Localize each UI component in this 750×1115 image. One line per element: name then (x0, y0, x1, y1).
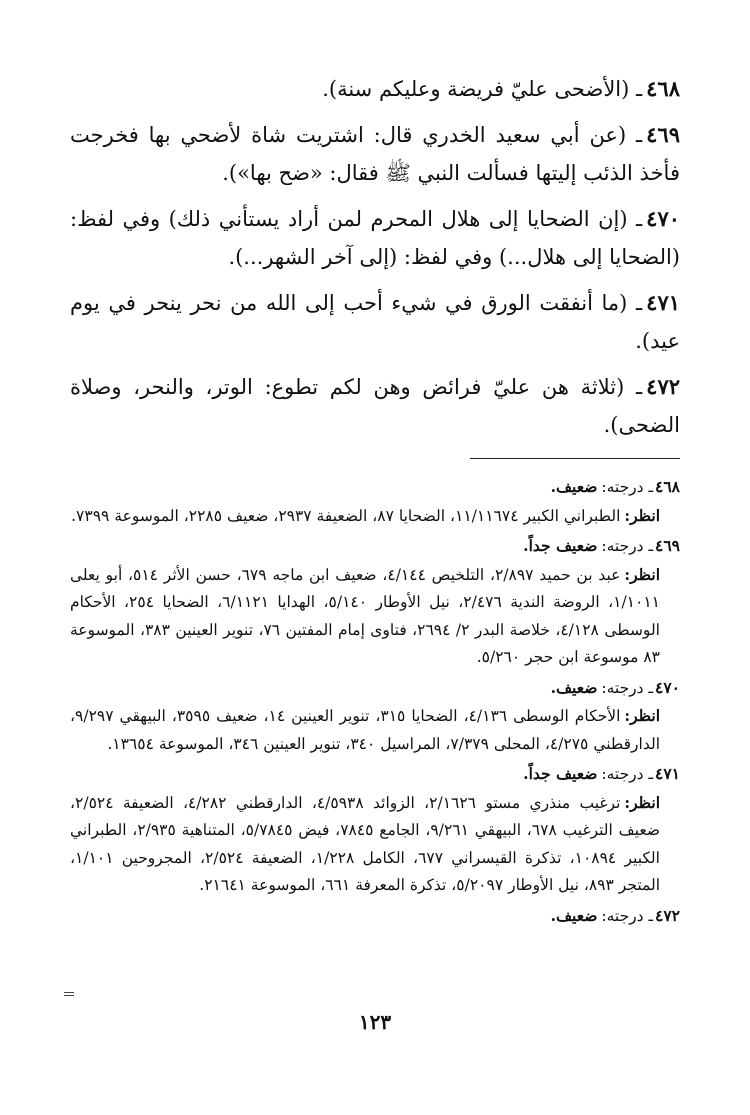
hadith-text: (عن أبي سعيد الخدري قال: اشتريت شاة لأضحي بها فخرجت فأخذ الذئب إليتها فسألت النبي ﷺ فقال: «ضح بها»). (70, 123, 680, 185)
hadith-entry (70, 116, 680, 192)
footnote-number: ٤٧٢ (655, 905, 680, 925)
hadith-number: ٤٧٠ (646, 206, 681, 231)
footnote-grade-line (70, 532, 680, 561)
see-label: انظر: (624, 706, 660, 725)
hadith-dash: ـ (627, 291, 643, 315)
hadith-entry (70, 368, 680, 444)
footnote-grade-line (70, 760, 680, 789)
hadith-dash: ـ (624, 375, 643, 399)
footnote-grade-line (70, 674, 680, 703)
footnote-dash: ـ (643, 765, 654, 783)
footnote-references (70, 502, 680, 531)
footnote-dash: ـ (643, 906, 654, 925)
grade-value: ضعيف. (550, 477, 598, 496)
grade-label: درجته: (601, 765, 644, 783)
footnote-number: ٤٦٨ (655, 477, 680, 496)
hadith-number: ٤٧١ (646, 290, 681, 315)
grade-value: ضعيف. (550, 677, 598, 697)
footnote-dash: ـ (643, 478, 654, 496)
hadith-dash: ـ (626, 123, 643, 147)
footnote-entry (70, 674, 680, 759)
footnote-dash: ـ (643, 678, 654, 697)
footnote-entry (70, 760, 680, 900)
hadith-entry (70, 70, 680, 108)
book-page (70, 70, 680, 1050)
footnote-entry (70, 473, 680, 530)
grade-label: درجته: (601, 478, 644, 496)
hadith-text: (ما أنفقت الورق في شيء أحب إلى الله من نحر ينحر في يوم عيد). (70, 291, 680, 353)
margin-mark (64, 992, 74, 996)
page-number: ١٢٣ (358, 1010, 392, 1034)
hadith-number: ٤٦٩ (646, 122, 680, 147)
grade-label: درجته: (601, 906, 644, 925)
footnotes (70, 473, 680, 930)
references-text: الأحكام الوسطى ٤/١٣٦، الضحايا ٣١٥، تنوير العينين ١٤، ضعيف ٣٥٩٥، البيهقي ٩/٢٩٧، الدارقطني ٤/٢٧٥، المحلى ٧/٣٧٩، المراسيل ٣٤٠، تنوير العينين ٣٤٦، الموسوعة ١٣٦٥٤. (70, 707, 660, 753)
grade-value: ضعيف. (550, 905, 598, 925)
grade-label: درجته: (601, 537, 644, 555)
hadith-number: ٤٧٢ (646, 374, 681, 399)
references-text: عبد بن حميد ٢/٨٩٧، التلخيص ٤/١٤٤، ضعيف ابن ماجه ٦٧٩، حسن الأثر ٥١٤، أبو يعلى ١/١٠١١، الروضة الندية ٢/٤٧٦، نيل الأوطار ٥/١٤٠، الهدايا ٦/١١٢١، الضحايا ٢٥٤، الأحكام الوسطى ٤/١٢٨، خلاصة البدر ٢/ ٢٦٩٤، فتاوى إمام المفتين ٧٦، تنوير العينين ٣٨٣، الموسوعة ٨٣ موسوعة ابن حجر ٥/٢٦٠. (70, 565, 660, 666)
footnote-number: ٤٧٠ (655, 677, 680, 697)
hadith-text: (الأضحى عليّ فريضة وعليكم سنة). (322, 77, 630, 101)
footnote-references (70, 561, 680, 672)
see-label: انظر: (624, 792, 660, 812)
footnote-entry (70, 532, 680, 672)
footnote-number: ٤٦٩ (655, 536, 680, 555)
grade-label: درجته: (601, 678, 644, 697)
hadith-list (70, 70, 680, 444)
grade-value: ضعيف جداً. (523, 536, 598, 555)
hadith-entry (70, 200, 680, 276)
hadith-dash: ـ (627, 207, 643, 231)
references-text: الطبراني الكبير ١١/١١٦٧٤، الضحايا ٨٧، الضعيفة ٢٩٣٧، ضعيف ٢٢٨٥، الموسوعة ٧٣٩٩. (71, 506, 621, 525)
footnote-number: ٤٧١ (655, 764, 680, 783)
see-label: انظر: (624, 505, 660, 525)
footnote-dash: ـ (643, 537, 654, 555)
references-text: ترغيب منذري مستو ٢/١٦٢٦، الزوائد ٤/٥٩٣٨، الدارقطني ٤/٢٨٢، الضعيفة ٢/٥٢٤، ضعيف الترغيب ٦٧٨، البيهقي ٩/٢٦١، الجامع ٧٨٤٥، فيض ٥/٧٨٤٥، المتناهية ٢/٩٣٥، الطبراني الكبير ١٠٨٩٤، تذكرة القيسراني ٦٧٧، الكامل ١/٢٢٨، الضعيفة ٢/٥٢٤، المجروحين ١/١٠١، المتجر ٨٩٣، نيل الأوطار ٥/٢٠٩٧، تذكرة المعرفة ٦٦١، الموسوعة ٢١٦٤١. (70, 793, 660, 894)
grade-value: ضعيف جداً. (523, 764, 598, 783)
see-label: انظر: (624, 564, 660, 584)
hadith-entry (70, 284, 680, 360)
hadith-number: ٤٦٨ (646, 76, 680, 101)
hadith-text: (ثلاثة هن عليّ فرائض وهن لكم تطوع: الوتر، والنحر، وصلاة الضحى). (70, 375, 680, 437)
footnote-entry (70, 902, 680, 931)
hadith-dash: ـ (629, 77, 643, 101)
footnote-references (70, 702, 680, 758)
footnote-grade-line (70, 473, 680, 502)
hadith-text: (إن الضحايا إلى هلال المحرم لمن أراد يستأني ذلك) وفي لفظ: (الضحايا إلى هلال...) وفي لفظ: (إلى آخر الشهر...). (70, 207, 680, 269)
footnote-grade-line (70, 902, 680, 931)
footnote-references (70, 789, 680, 900)
footnote-divider (470, 458, 680, 459)
